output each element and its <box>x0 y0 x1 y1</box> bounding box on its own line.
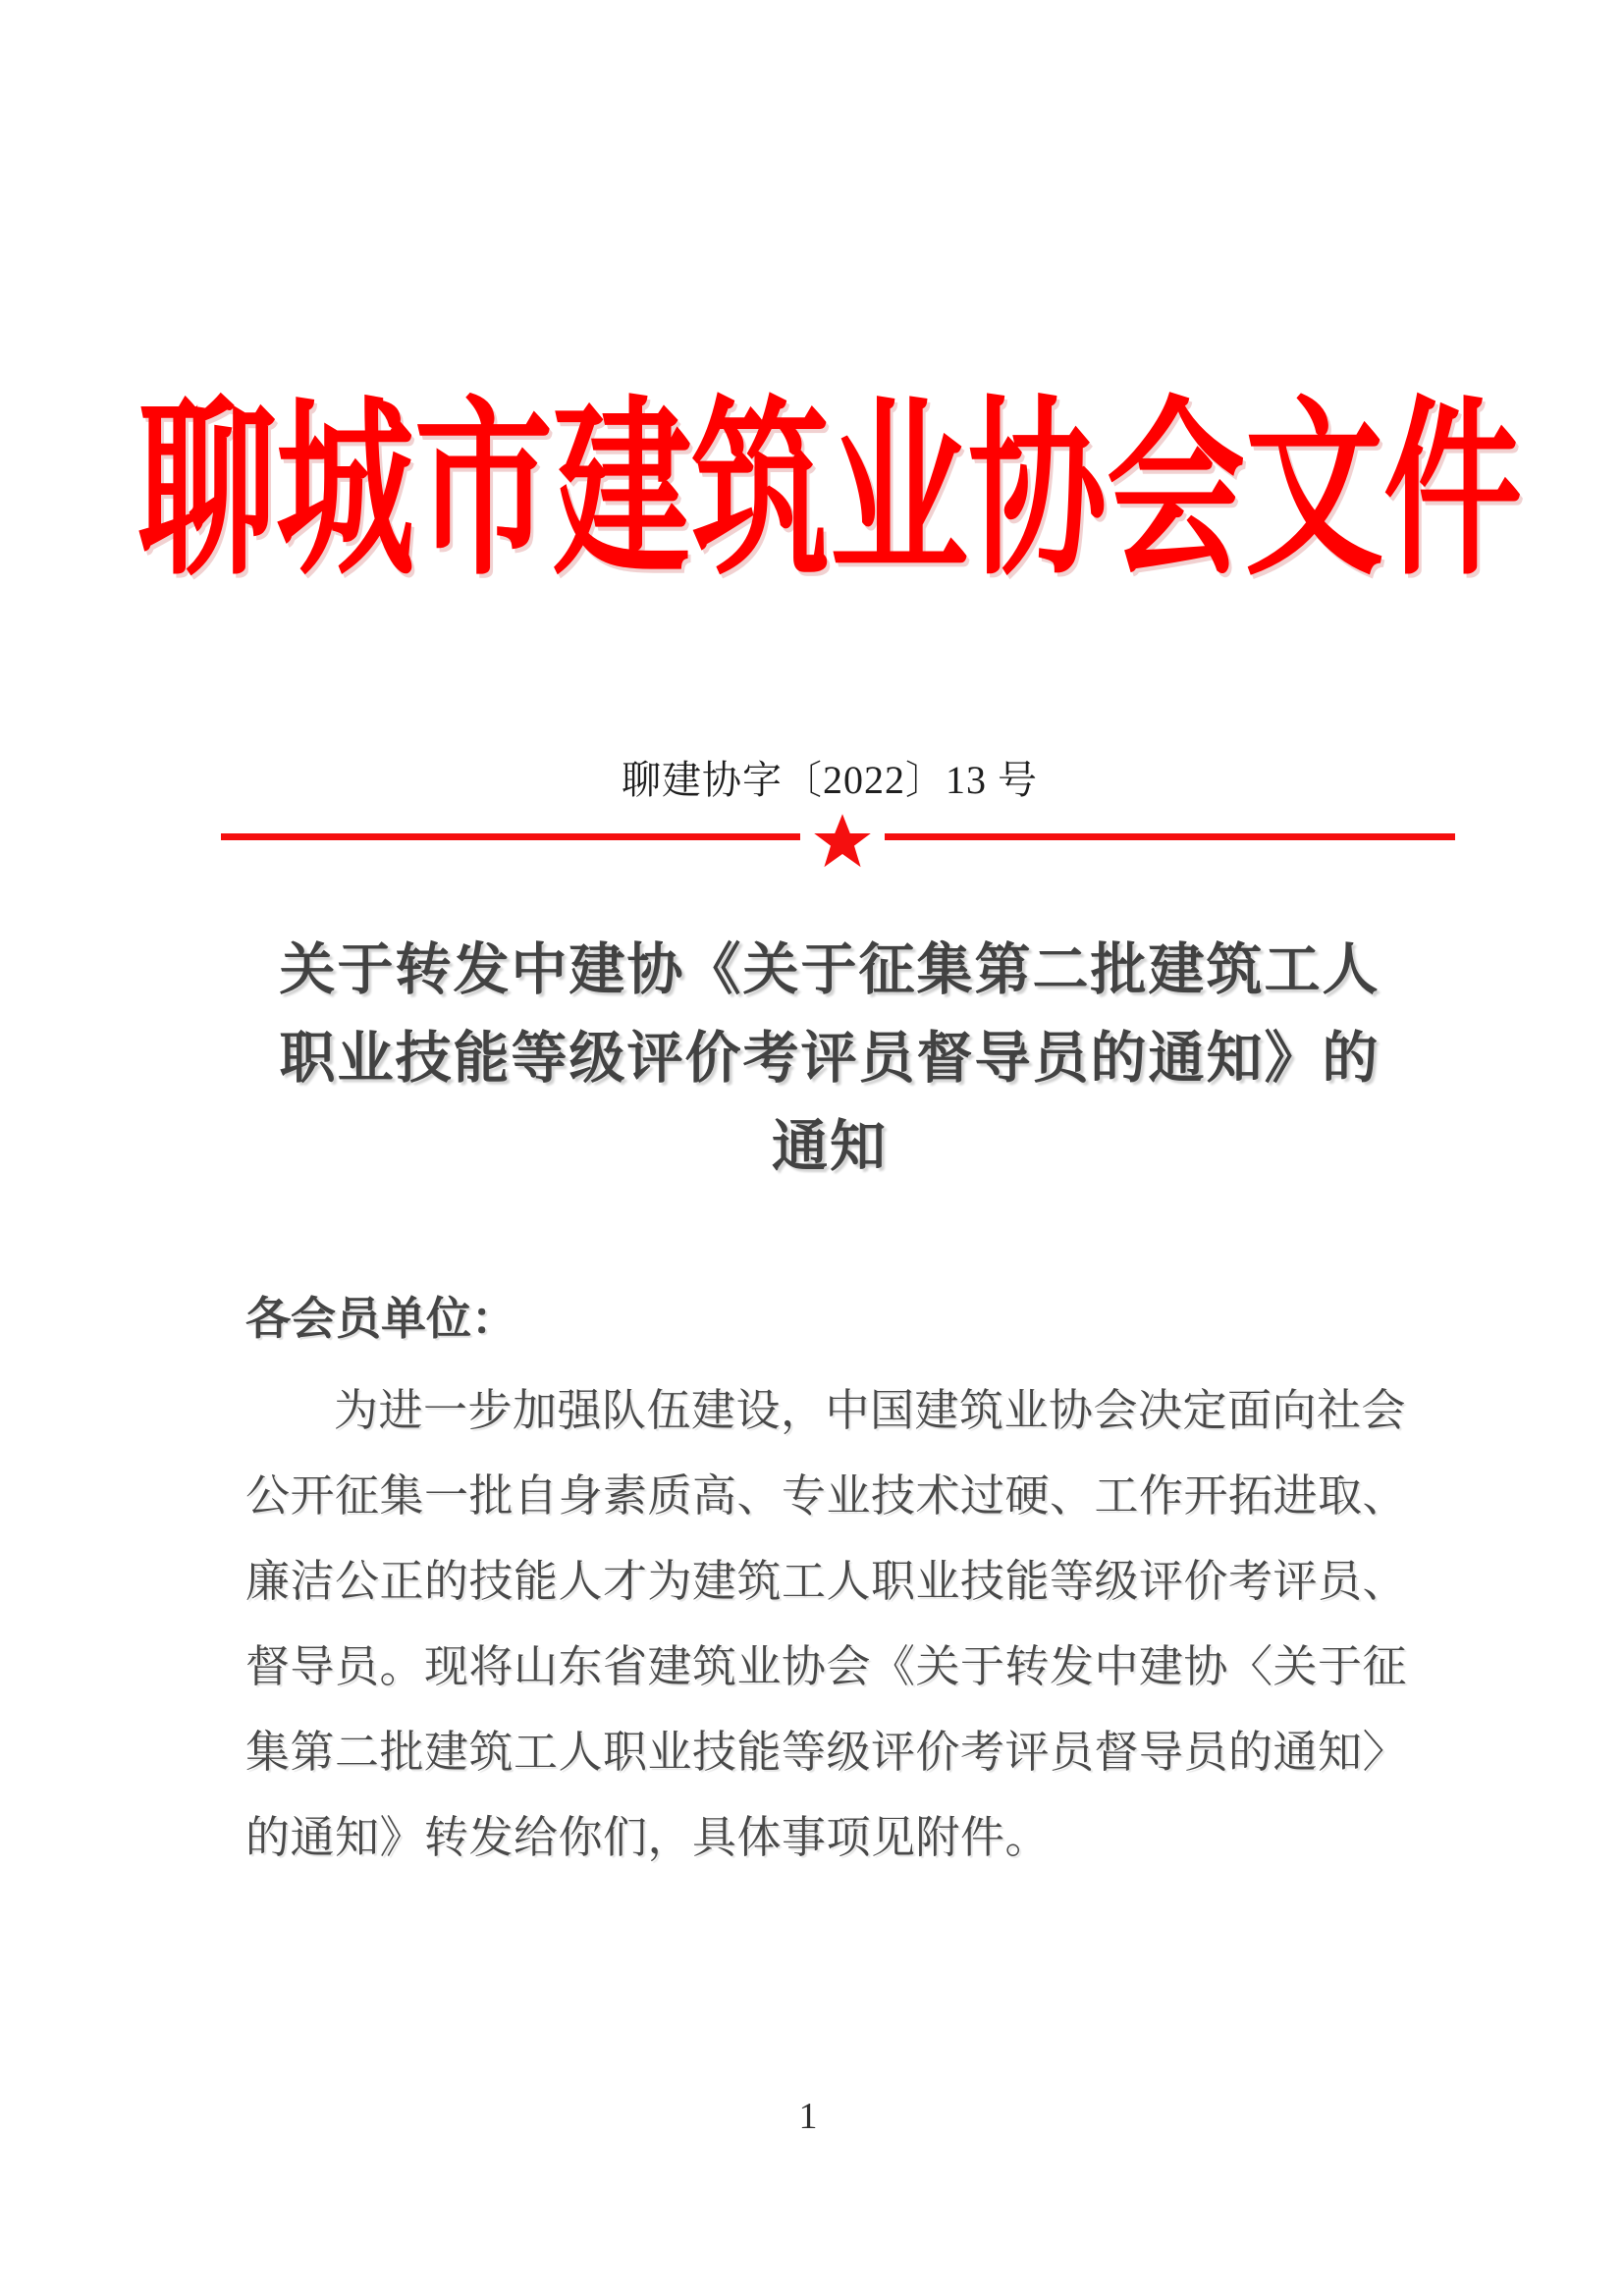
page-number: 1 <box>798 2096 818 2137</box>
doc-title-line: 通知 <box>772 1116 888 1178</box>
body-line: 廉洁公正的技能人才为建筑工人职业技能等级评价考评员、 <box>245 1557 1408 1606</box>
body-line: 为进一步加强队伍建设，中国建筑业协会决定面向社会 <box>334 1386 1407 1435</box>
doc-title <box>35 927 1624 1192</box>
body-line: 集第二批建筑工人职业技能等级评价考评员督导员的通知〉 <box>245 1728 1408 1777</box>
doc-title-line: 职业技能等级评价考评员督导员的通知》的 <box>279 1028 1380 1090</box>
red-line-left <box>221 833 800 840</box>
red-star-icon <box>813 811 872 874</box>
body-line: 公开征集一批自身素质高、专业技术过硬、工作开拓进取、 <box>245 1471 1408 1521</box>
red-divider <box>221 808 1455 877</box>
body-paragraph <box>245 1368 1414 1881</box>
body-line: 督导员。现将山东省建筑业协会《关于转发中建协〈关于征 <box>245 1642 1408 1691</box>
doc-title-line: 关于转发中建协《关于征集第二批建筑工人 <box>279 939 1380 1001</box>
red-line-right <box>885 833 1455 840</box>
org-header-title: 聊城市建筑业协会文件 <box>136 386 1522 599</box>
body-line: 的通知》转发给你们，具体事项见附件。 <box>245 1813 1051 1862</box>
salutation: 各会员单位： <box>245 1294 516 1344</box>
doc-number: 聊建协字〔2022〕13 号 <box>622 758 1038 802</box>
